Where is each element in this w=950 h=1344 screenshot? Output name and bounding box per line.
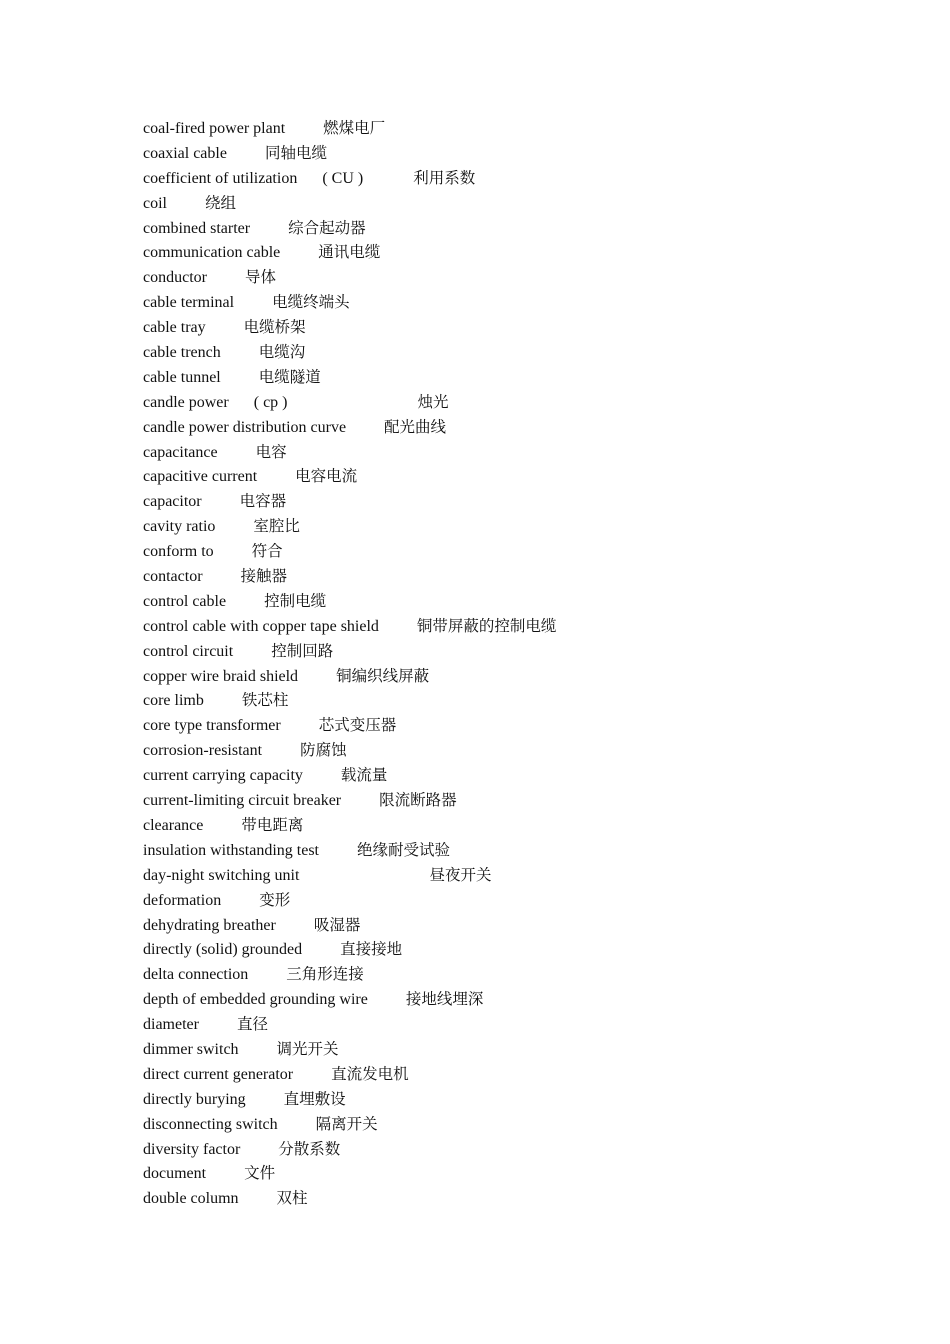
chinese-term: 绕组 [205,193,237,212]
english-term: capacitor [143,493,202,511]
glossary-entry [143,440,843,465]
abbreviation: ( CU ) [322,169,364,187]
chinese-term: 载流量 [340,766,388,785]
glossary-entry [143,1137,843,1162]
english-term: corrosion-resistant [143,742,263,760]
english-term: diameter [143,1016,199,1034]
english-term: capacitance [143,443,218,461]
glossary-entry [143,216,843,241]
chinese-term: 室腔比 [253,517,300,536]
chinese-term: 直流发电机 [331,1064,409,1083]
chinese-term: 防腐蚀 [300,741,347,760]
english-term: depth of embedded grounding wire [143,991,368,1009]
chinese-term: 调光开关 [276,1039,339,1058]
english-term: combined starter [143,219,251,237]
english-term: capacitive current [143,468,258,486]
english-term: control cable [143,592,227,610]
chinese-term: 接触器 [240,567,288,586]
glossary-entry [143,1012,843,1037]
glossary-entry [143,589,843,614]
glossary-entry [143,489,843,514]
glossary-entry [143,713,843,738]
english-term: delta connection [143,966,249,984]
chinese-term: 昼夜开关 [429,865,492,884]
chinese-term: 导体 [244,268,276,287]
english-term: deformation [143,891,222,909]
glossary-entry [143,315,843,340]
chinese-term: 通讯电缆 [318,243,381,262]
glossary-entry [143,664,843,689]
chinese-term: 限流断路器 [379,791,457,810]
glossary-entry [143,937,843,962]
chinese-term: 电缆桥架 [243,318,306,337]
glossary-entry [143,240,843,265]
english-term: current carrying capacity [143,767,303,785]
english-term: cavity ratio [143,518,216,536]
english-term: insulation withstanding test [143,841,319,859]
chinese-term: 直埋敷设 [283,1089,346,1108]
english-term: current-limiting circuit breaker [143,792,342,810]
glossary-entry [143,141,843,166]
english-term: core type transformer [143,717,281,735]
glossary-entry [143,1112,843,1137]
chinese-term: 铁芯柱 [241,691,289,710]
english-term: double column [143,1190,239,1208]
chinese-term: 直径 [236,1015,268,1034]
glossary-entry [143,1186,843,1211]
english-term: coil [143,194,167,212]
english-term: cable tunnel [143,368,221,386]
chinese-term: 芯式变压器 [318,716,397,735]
chinese-term: 电缆隧道 [258,367,321,386]
chinese-term: 电缆终端头 [272,293,350,312]
glossary-entry [143,464,843,489]
glossary-entry [143,614,843,639]
glossary-entry [143,1037,843,1062]
glossary-entry [143,564,843,589]
english-term: conform to [143,543,214,561]
chinese-term: 配光曲线 [384,417,447,436]
glossary-entry [143,365,843,390]
english-term: disconnecting switch [143,1115,278,1133]
english-term: cable trench [143,344,221,362]
chinese-term: 吸湿器 [313,915,361,934]
glossary-entry [143,863,843,888]
glossary-entry [143,1087,843,1112]
glossary-entry [143,415,843,440]
glossary-entry [143,191,843,216]
chinese-term: 绝缘耐受试验 [357,840,451,859]
chinese-term: 综合起动器 [288,218,366,237]
english-term: day-night switching unit [143,866,300,884]
glossary-entry [143,962,843,987]
glossary-entry [143,166,843,191]
english-term: conductor [143,269,207,287]
english-term: cable terminal [143,294,235,312]
glossary-entry [143,813,843,838]
chinese-term: 烛光 [417,392,449,411]
english-term: diversity factor [143,1140,241,1158]
chinese-term: 燃煤电厂 [323,119,386,137]
chinese-term: 双柱 [276,1189,308,1208]
glossary-entry [143,738,843,763]
english-term: copper wire braid shield [143,667,299,685]
english-term: directly burying [143,1090,246,1108]
chinese-term: 电容器 [239,492,287,511]
glossary-entry [143,1062,843,1087]
english-term: coefficient of utilization [143,169,298,187]
chinese-term: 接地线埋深 [405,990,484,1009]
glossary-entry [143,639,843,664]
glossary-entry [143,265,843,290]
english-term: clearance [143,816,204,834]
english-term: contactor [143,568,203,586]
glossary-entry [143,340,843,365]
chinese-term: 分散系数 [278,1139,341,1158]
english-term: control circuit [143,642,234,660]
english-term: dimmer switch [143,1040,239,1058]
chinese-term: 变形 [259,890,291,909]
glossary-entry [143,788,843,813]
english-term: directly (solid) grounded [143,941,303,959]
glossary-entry [143,838,843,863]
english-term: core limb [143,692,204,710]
english-term: cable tray [143,319,206,337]
chinese-term: 电容电流 [295,467,358,486]
glossary-entry [143,763,843,788]
chinese-term: 铜带屏蔽的控制电缆 [416,616,557,635]
chinese-term: 电缆沟 [258,343,306,362]
glossary-entry [143,913,843,938]
chinese-term: 隔离开关 [315,1114,378,1133]
chinese-term: 铜编织线屏蔽 [336,666,430,685]
glossary-entry [143,987,843,1012]
chinese-term: 三角形连接 [286,965,364,984]
english-term: document [143,1165,207,1183]
glossary-list [143,116,843,1211]
abbreviation: ( cp ) [253,393,288,411]
english-term: direct current generator [143,1065,294,1083]
glossary-entry [143,390,843,415]
chinese-term: 控制回路 [271,641,334,660]
english-term: dehydrating breather [143,916,276,934]
english-term: control cable with copper tape shield [143,617,379,635]
chinese-term: 直接接地 [340,940,403,959]
chinese-term: 电容 [255,442,287,461]
english-term: communication cable [143,244,281,262]
chinese-term: 利用系数 [413,168,476,187]
english-term: coal-fired power plant [143,120,286,137]
english-term: candle power [143,393,229,411]
english-term: coaxial cable [143,144,227,162]
glossary-entry [143,290,843,315]
glossary-entry [143,116,843,141]
glossary-entry [143,688,843,713]
glossary-entry [143,514,843,539]
chinese-term: 同轴电缆 [264,143,327,162]
glossary-entry [143,888,843,913]
chinese-term: 带电距离 [241,815,304,834]
chinese-term: 文件 [244,1164,276,1183]
english-term: candle power distribution curve [143,418,347,436]
chinese-term: 符合 [251,542,283,561]
chinese-term: 控制电缆 [264,591,327,610]
glossary-entry [143,1161,843,1186]
glossary-entry [143,539,843,564]
